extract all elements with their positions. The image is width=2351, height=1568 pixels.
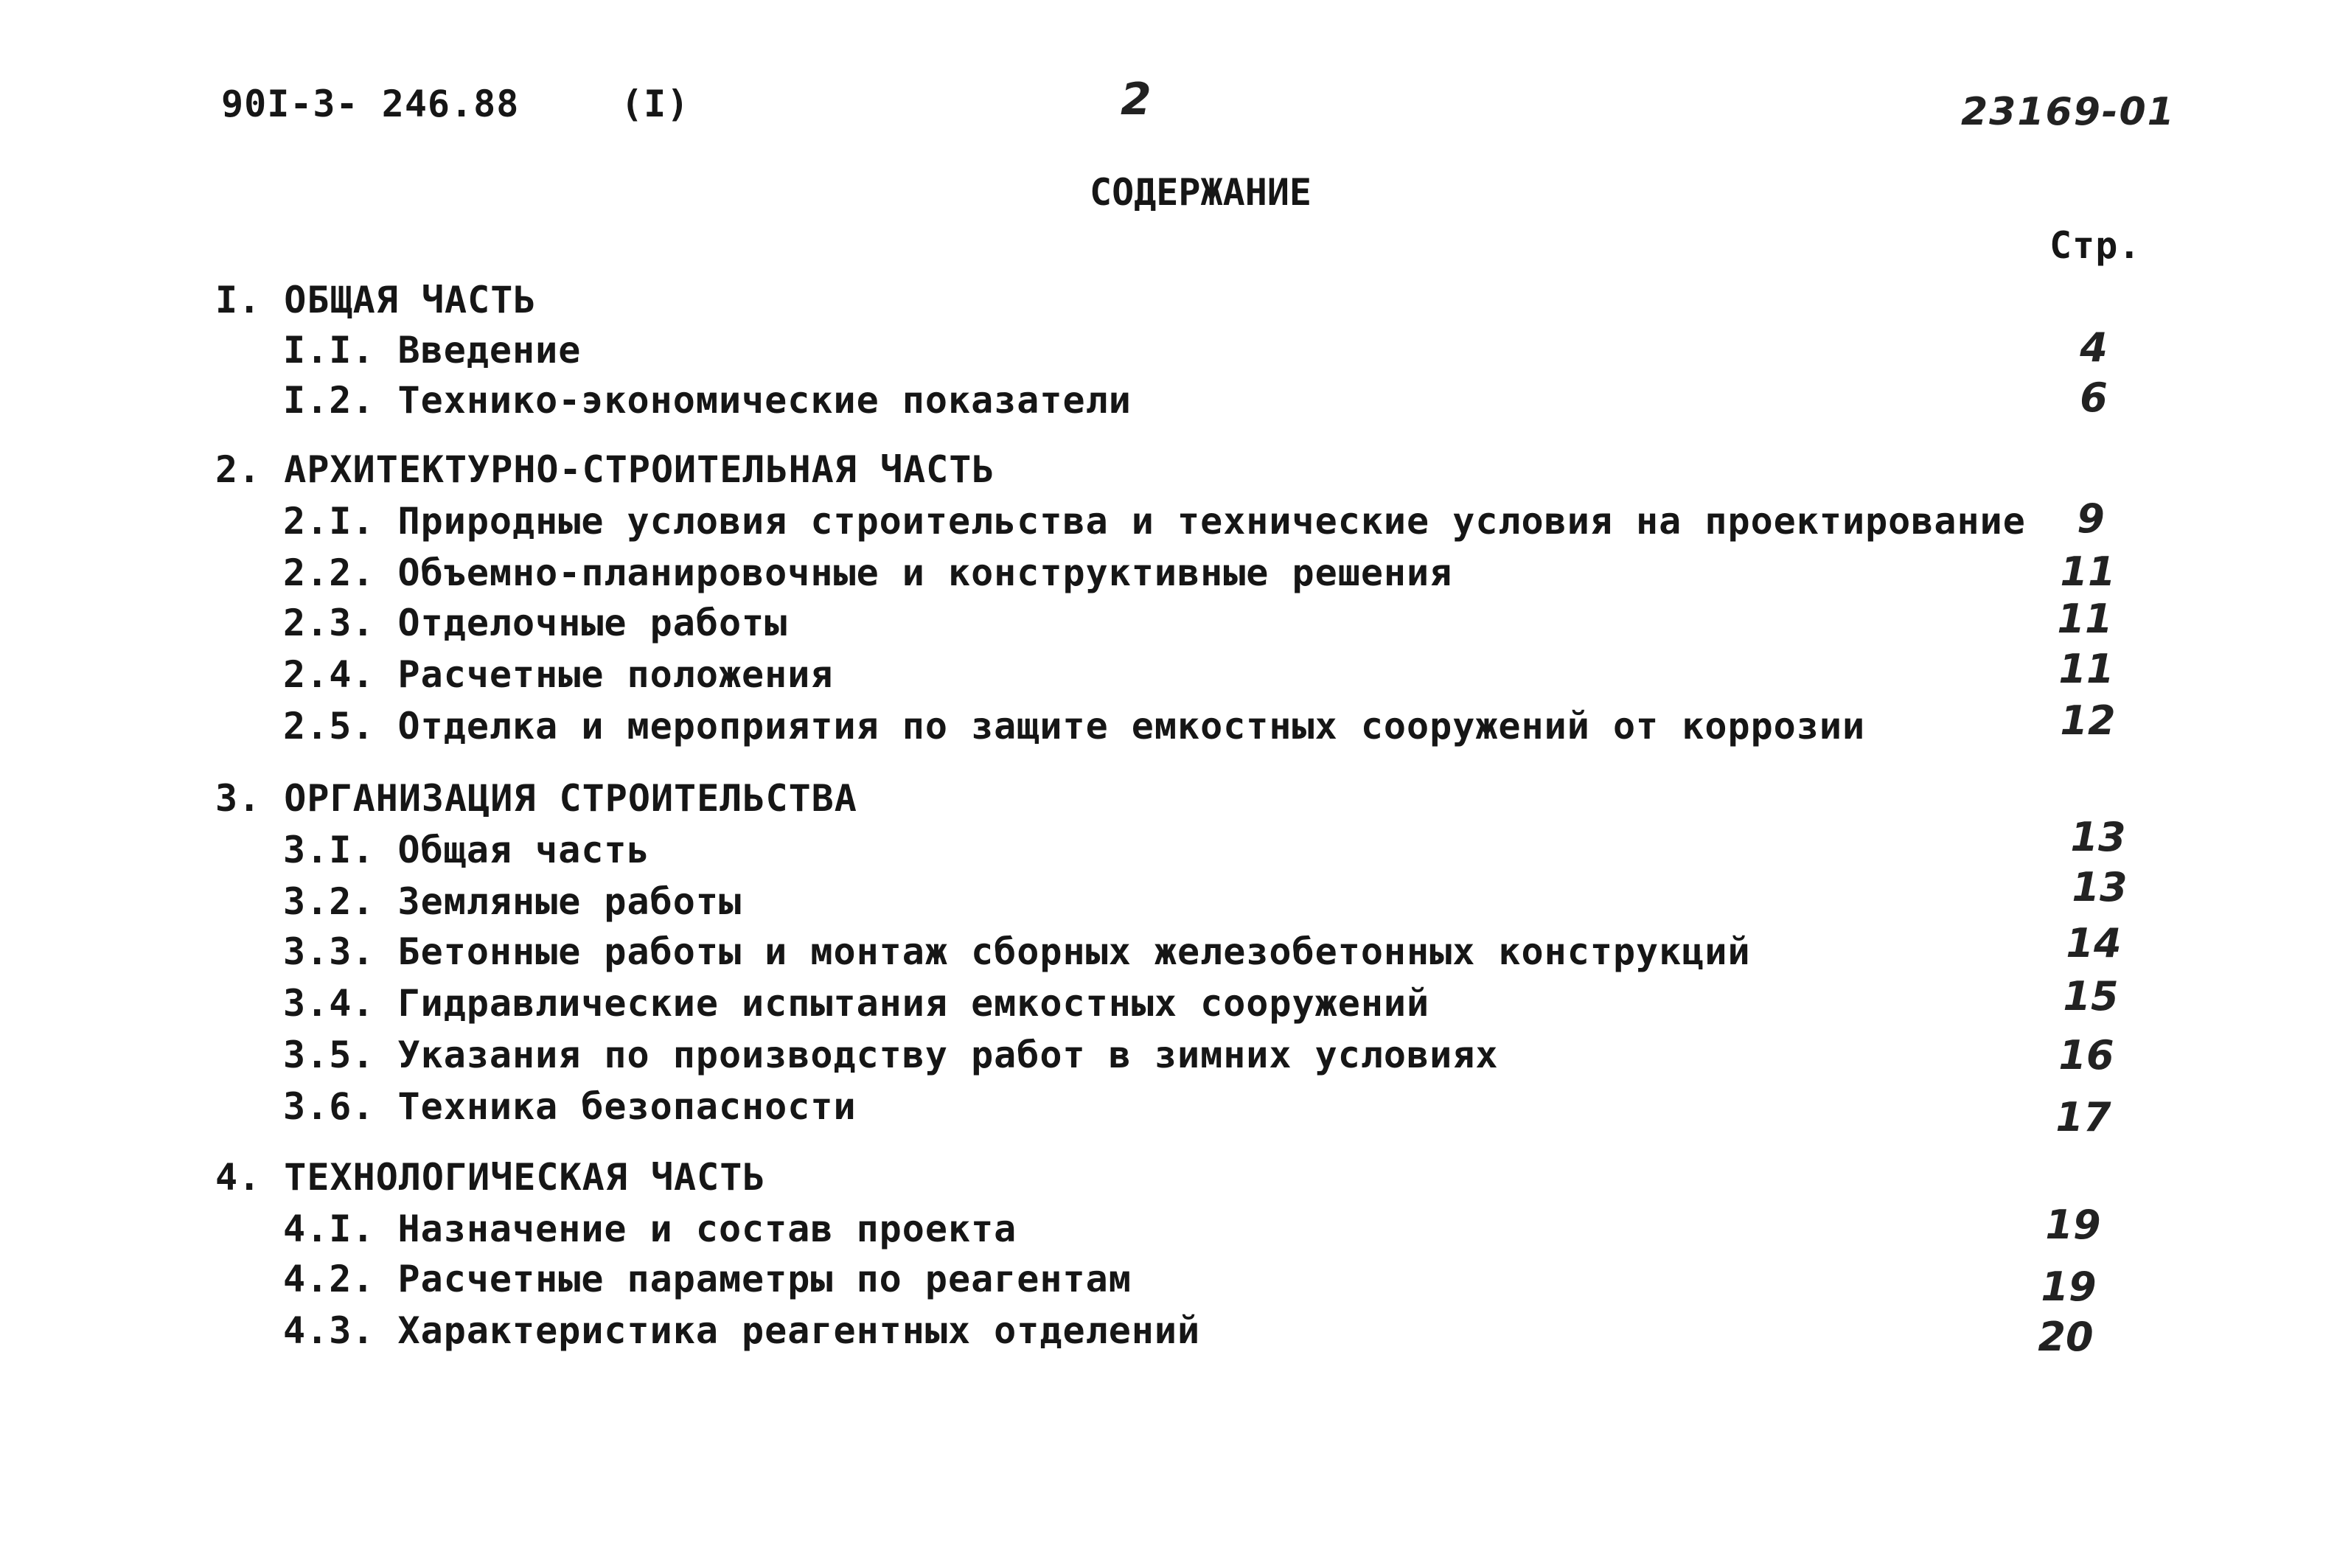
toc-item-page: 14 xyxy=(2066,920,2122,966)
toc-item-label: 4.3. Характеристика реагентных отделений xyxy=(283,1309,1201,1352)
toc-item-label: 3.3. Бетонные работы и монтаж сборных железобетонных конструкций xyxy=(283,930,1751,973)
toc-item-page: 16 xyxy=(2058,1032,2114,1079)
toc-item-page: 9 xyxy=(2077,495,2105,542)
toc-item-label: 2.5. Отделка и мероприятия по защите емкостных сооружений от коррозии xyxy=(283,705,1866,748)
toc-item-label: 4.2. Расчетные параметры по реагентам xyxy=(283,1258,1132,1300)
toc-item-page: 11 xyxy=(2060,548,2116,595)
volume-number: (I) xyxy=(621,83,690,125)
section-title: 3. ОРГАНИЗАЦИЯ СТРОИТЕЛЬСТВА xyxy=(215,777,857,820)
toc-item-label: 3.I. Общая часть xyxy=(283,829,650,871)
toc-item-label: I.2. Технико-экономические показатели xyxy=(283,379,1132,422)
toc-item-page: 6 xyxy=(2080,374,2108,421)
toc-item-label: 3.6. Техника безопасности xyxy=(283,1085,857,1128)
toc-item-label: 2.3. Отделочные работы xyxy=(283,602,788,644)
toc-item-label: I.I. Введение xyxy=(283,329,582,372)
toc-item-page: 13 xyxy=(2072,864,2128,910)
toc-item-page: 17 xyxy=(2055,1094,2111,1140)
toc-item-page: 20 xyxy=(2038,1314,2094,1360)
toc-item-page: 13 xyxy=(2070,814,2126,860)
toc-item-page: 15 xyxy=(2063,973,2119,1020)
stamp-number: 23169-01 xyxy=(1961,90,2176,134)
toc-item-label: 3.4. Гидравлические испытания емкостных сооружений xyxy=(283,982,1430,1025)
section-title: 2. АРХИТЕКТУРНО-СТРОИТЕЛЬНАЯ ЧАСТЬ xyxy=(215,448,995,491)
toc-item-page: 19 xyxy=(2041,1264,2097,1310)
section-title: 4. ТЕХНОЛОГИЧЕСКАЯ ЧАСТЬ xyxy=(215,1156,766,1199)
toc-item-page: 11 xyxy=(2058,646,2114,692)
page-column-label: Стр. xyxy=(2049,224,2142,267)
toc-item-page: 12 xyxy=(2060,697,2116,744)
toc-item-label: 2.4. Расчетные положения xyxy=(283,653,834,696)
toc-item-page: 19 xyxy=(2045,1202,2101,1248)
toc-item-label: 3.5. Указания по производству работ в зимних условиях xyxy=(283,1034,1499,1076)
toc-title: СОДЕРЖАНИЕ xyxy=(1090,171,1312,214)
page-number: 2 xyxy=(1121,74,1152,125)
section-title: I. ОБЩАЯ ЧАСТЬ xyxy=(215,279,537,321)
toc-item-label: 4.I. Назначение и состав проекта xyxy=(283,1208,1017,1250)
toc-item-label: 2.I. Природные условия строительства и технические условия на проектирование xyxy=(283,500,2026,543)
toc-item-page: 11 xyxy=(2057,596,2113,642)
toc-item-page: 4 xyxy=(2080,324,2108,371)
toc-item-label: 2.2. Объемно-планировочные и конструктивные решения xyxy=(283,551,1453,594)
document-code: 90I-3- 246.88 xyxy=(221,83,520,125)
toc-item-label: 3.2. Земляные работы xyxy=(283,880,742,923)
